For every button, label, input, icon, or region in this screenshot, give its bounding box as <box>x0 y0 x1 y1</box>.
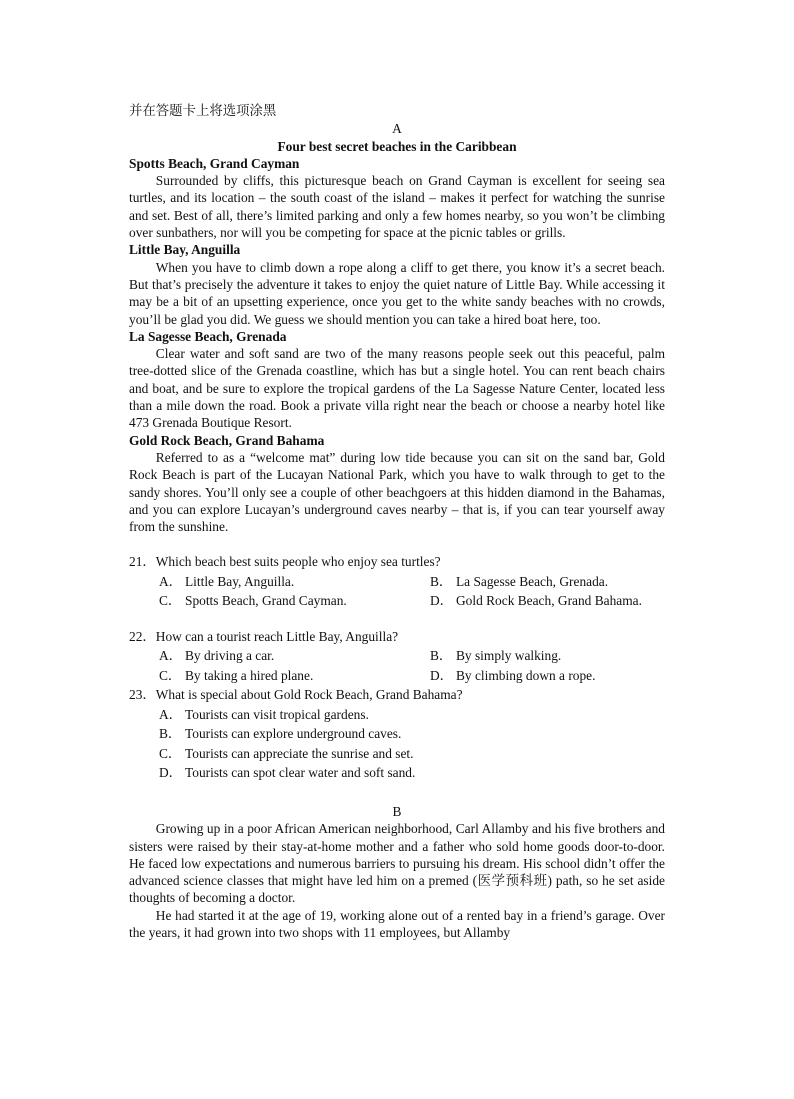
beach-section <box>129 432 665 536</box>
section-a-letter: A <box>392 121 402 137</box>
beach-paragraph: When you have to climb down a rope along a cliff to get there, you know it’s a secret beach. But that’s precisely the adventure it takes to enjoy the quiet nature of Little Bay. While accessing it may be a bit of an upsetting experience, once you get to the white sandy beaches with no crowds, you’ll be glad you did. We guess we should mention you can take a hired boat here, too. <box>129 259 665 327</box>
option-b[interactable]: B． By simply walking. <box>430 648 562 664</box>
beach-section <box>129 328 665 432</box>
question-number: 22． <box>129 628 156 644</box>
option-a[interactable]: A． By driving a car. <box>159 648 275 664</box>
question-number: 21． <box>129 554 156 570</box>
beach-heading: Spotts Beach, Grand Cayman <box>129 155 300 171</box>
beach-section <box>129 241 665 327</box>
beach-paragraph: Referred to as a “welcome mat” during low tide because you can sit on the sand bar, Gold Rock Beach is part of the Lucayan National Park, which you have to walk through to get to the sandy shores. You’ll only see a couple of other beachgoers at this hidden diamond in the Bahamas, and you can explore Lucayan’s underground caves nearby – that is, if you can tear yourself away from the sunshine. <box>129 449 665 535</box>
beach-paragraph: Clear water and soft sand are two of the many reasons people seek out this peaceful, palm tree-dotted slice of the Grenada coastline, which has but a single hotel. You can rent beach chairs and boat, and be sure to explore the tropical gardens of the La Sagesse Nature Center, located less than a mile down the road. Book a private villa right near the beach or choose a nearby hotel like 473 Grenada Boutique Resort. <box>129 346 665 431</box>
option-b[interactable]: B． La Sagesse Beach, Grenada. <box>430 573 609 589</box>
question-text: What is special about Gold Rock Beach, Grand Bahama? <box>155 687 463 703</box>
beach-section <box>129 155 665 241</box>
document-page <box>129 102 665 941</box>
question-21 <box>129 552 665 611</box>
beach-heading: Gold Rock Beach, Grand Bahama <box>129 432 325 448</box>
beach-heading: La Sagesse Beach, Grenada <box>129 328 287 344</box>
question-23 <box>129 685 665 783</box>
beach-paragraph: Surrounded by cliffs, this picturesque beach on Grand Cayman is excellent for seeing sea turtles, and its location – the south coast of the island – makes it perfect for watching the sunrise and set. Best of all, there’s limited parking and only a few homes nearby, so you won’t be climbing over sunbathers, nor will you be competing for space at the picnic tables or grills. <box>129 173 665 241</box>
question-text: Which beach best suits people who enjoy sea turtles? <box>155 554 441 570</box>
question-22 <box>129 627 665 686</box>
option-d[interactable]: D． Gold Rock Beach, Grand Bahama. <box>430 593 642 609</box>
question-stem <box>129 685 665 705</box>
option-a[interactable]: A． Little Bay, Anguilla. <box>159 573 295 589</box>
option-d[interactable]: D． Tourists can spot clear water and soft sand. <box>159 765 416 781</box>
option-d[interactable]: D． By climbing down a rope. <box>430 667 596 683</box>
question-text: How can a tourist reach Little Bay, Anguilla? <box>155 628 399 644</box>
option-c[interactable]: C． By taking a hired plane. <box>159 667 314 683</box>
passage-b-paragraph: He had started it at the age of 19, working alone out of a rented bay in a friend’s garage. Over the years, it had grown into two shops with 11 employees, but Allamby <box>129 907 665 940</box>
question-number: 23． <box>129 687 156 703</box>
instruction-text: 并在答题卡上将选项涂黑 <box>129 103 277 118</box>
option-b[interactable]: B． Tourists can explore underground caves. <box>159 726 402 742</box>
question-stem <box>129 627 665 647</box>
option-a[interactable]: A． Tourists can visit tropical gardens. <box>159 706 369 722</box>
passage-b-paragraph: Growing up in a poor African American neighborhood, Carl Allamby and his five brothers and sisters were raised by their stay-at-home mother and a father who sold home goods door-to-door. He faced low expectations and numerous barriers to pursuing his dream. His school didn’t offer the advanced science classes that might have led him on a premed (医学预科班) path, so he set aside thoughts of becoming a doctor. <box>129 821 665 906</box>
question-stem <box>129 552 665 572</box>
section-b-letter: B <box>392 803 402 819</box>
passage-a-title: Four best secret beaches in the Caribbean <box>277 138 517 154</box>
beach-heading: Little Bay, Anguilla <box>129 242 241 258</box>
option-c[interactable]: C． Tourists can appreciate the sunrise and set. <box>159 745 414 761</box>
option-c[interactable]: C． Spotts Beach, Grand Cayman. <box>159 593 347 609</box>
